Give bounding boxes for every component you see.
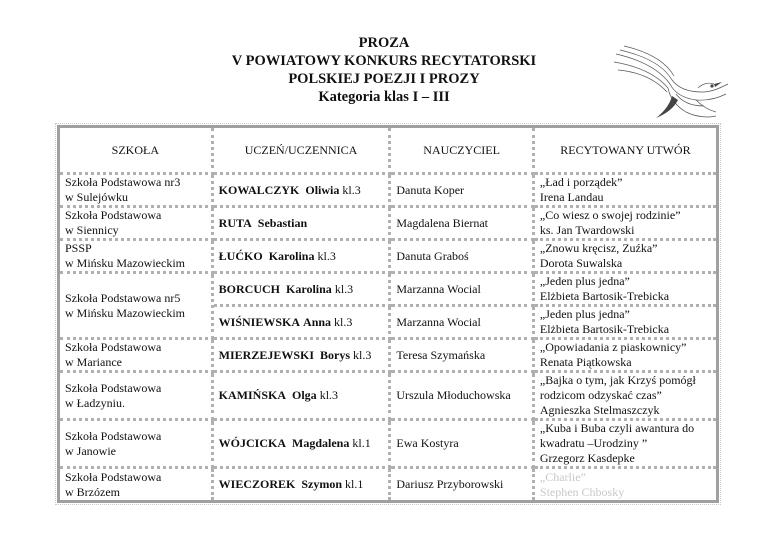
student-cell: KOWALCZYK Oliwia kl.3 bbox=[214, 175, 392, 208]
table-row bbox=[60, 421, 716, 469]
work-cell: „Jeden plus jedna” Elżbieta Bartosik-Trebicka bbox=[535, 274, 716, 307]
teacher-cell: Magdalena Biernat bbox=[391, 208, 535, 241]
school-cell: Szkoła Podstawowa nr5 w Mińsku Mazowieckim bbox=[60, 274, 214, 340]
teacher-cell: Dariusz Przyborowski bbox=[391, 469, 535, 500]
student-cell: WIŚNIEWSKA Anna kl.3 bbox=[214, 307, 392, 340]
student-cell: BORCUCH Karolina kl.3 bbox=[214, 274, 392, 307]
school-cell: PSSP w Mińsku Mazowieckim bbox=[60, 241, 214, 274]
teacher-cell: Danuta Koper bbox=[391, 175, 535, 208]
participants-table bbox=[57, 125, 719, 503]
student-cell: RUTA Sebastian bbox=[214, 208, 392, 241]
school-cell: Szkoła Podstawowa w Mariance bbox=[60, 340, 214, 373]
work-cell: „Co wiesz o swojej rodzinie” ks. Jan Twardowski bbox=[535, 208, 716, 241]
teacher-cell: Teresa Szymańska bbox=[391, 340, 535, 373]
column-header-work: RECYTOWANY UTWÓR bbox=[535, 128, 716, 175]
student-cell: ŁUĆKO Karolina kl.3 bbox=[214, 241, 392, 274]
table-header-row bbox=[60, 128, 716, 175]
title-line-2: V POWIATOWY KONKURS RECYTATORSKI bbox=[231, 53, 537, 69]
student-cell: KAMIŃSKA Olga kl.3 bbox=[214, 373, 392, 421]
table-row bbox=[60, 469, 716, 500]
work-cell: „Jeden plus jedna” Elżbieta Bartosik-Trebicka bbox=[535, 307, 716, 340]
student-cell: WÓJCICKA Magdalena kl.1 bbox=[214, 421, 392, 469]
column-header-teacher: NAUCZYCIEL bbox=[391, 128, 535, 175]
title-line-3: POLSKIEJ POEZJI I PROZY bbox=[288, 71, 480, 87]
teacher-cell: Marzanna Wocial bbox=[391, 307, 535, 340]
student-cell: WIECZOREK Szymon kl.1 bbox=[214, 469, 392, 500]
school-cell: Szkoła Podstawowa w Janowie bbox=[60, 421, 214, 469]
teacher-cell: Ewa Kostyra bbox=[391, 421, 535, 469]
work-cell: „Opowiadania z piaskownicy” Renata Piątkowska bbox=[535, 340, 716, 373]
bird-illustration-icon bbox=[612, 40, 730, 122]
column-header-student: UCZEŃ/UCZENNICA bbox=[214, 128, 392, 175]
title-line-1: PROZA bbox=[358, 35, 410, 51]
school-cell: Szkoła Podstawowa w Ładzyniu. bbox=[60, 373, 214, 421]
column-header-school: SZKOŁA bbox=[60, 128, 214, 175]
work-cell: „Kuba i Buba czyli awantura do kwadratu –Urodziny ” Grzegorz Kasdepke bbox=[535, 421, 716, 469]
table-row bbox=[60, 208, 716, 241]
work-cell: „Bajka o tym, jak Krzyś pomógł rodzicom odzyskać czas” Agnieszka Stelmaszczyk bbox=[535, 373, 716, 421]
work-cell: „Znowu kręcisz, Zuźka” Dorota Suwalska bbox=[535, 241, 716, 274]
title-line-4: Kategoria klas I – III bbox=[318, 89, 450, 105]
teacher-cell: Urszula Młoduchowska bbox=[391, 373, 535, 421]
teacher-cell: Marzanna Wocial bbox=[391, 274, 535, 307]
work-cell: „Ład i porządek” Irena Landau bbox=[535, 175, 716, 208]
table-row bbox=[60, 175, 716, 208]
teacher-cell: Danuta Graboś bbox=[391, 241, 535, 274]
school-cell: Szkoła Podstawowa w Siennicy bbox=[60, 208, 214, 241]
school-cell: Szkoła Podstawowa nr3 w Sulejówku bbox=[60, 175, 214, 208]
student-cell: MIERZEJEWSKI Borys kl.3 bbox=[214, 340, 392, 373]
table-row bbox=[60, 340, 716, 373]
work-cell: „Charlie” Stephen Chbosky bbox=[539, 469, 625, 499]
table-row bbox=[60, 373, 716, 421]
table-row bbox=[60, 274, 716, 307]
table-row bbox=[60, 241, 716, 274]
school-cell: Szkoła Podstawowa w Brzózem bbox=[60, 469, 214, 500]
